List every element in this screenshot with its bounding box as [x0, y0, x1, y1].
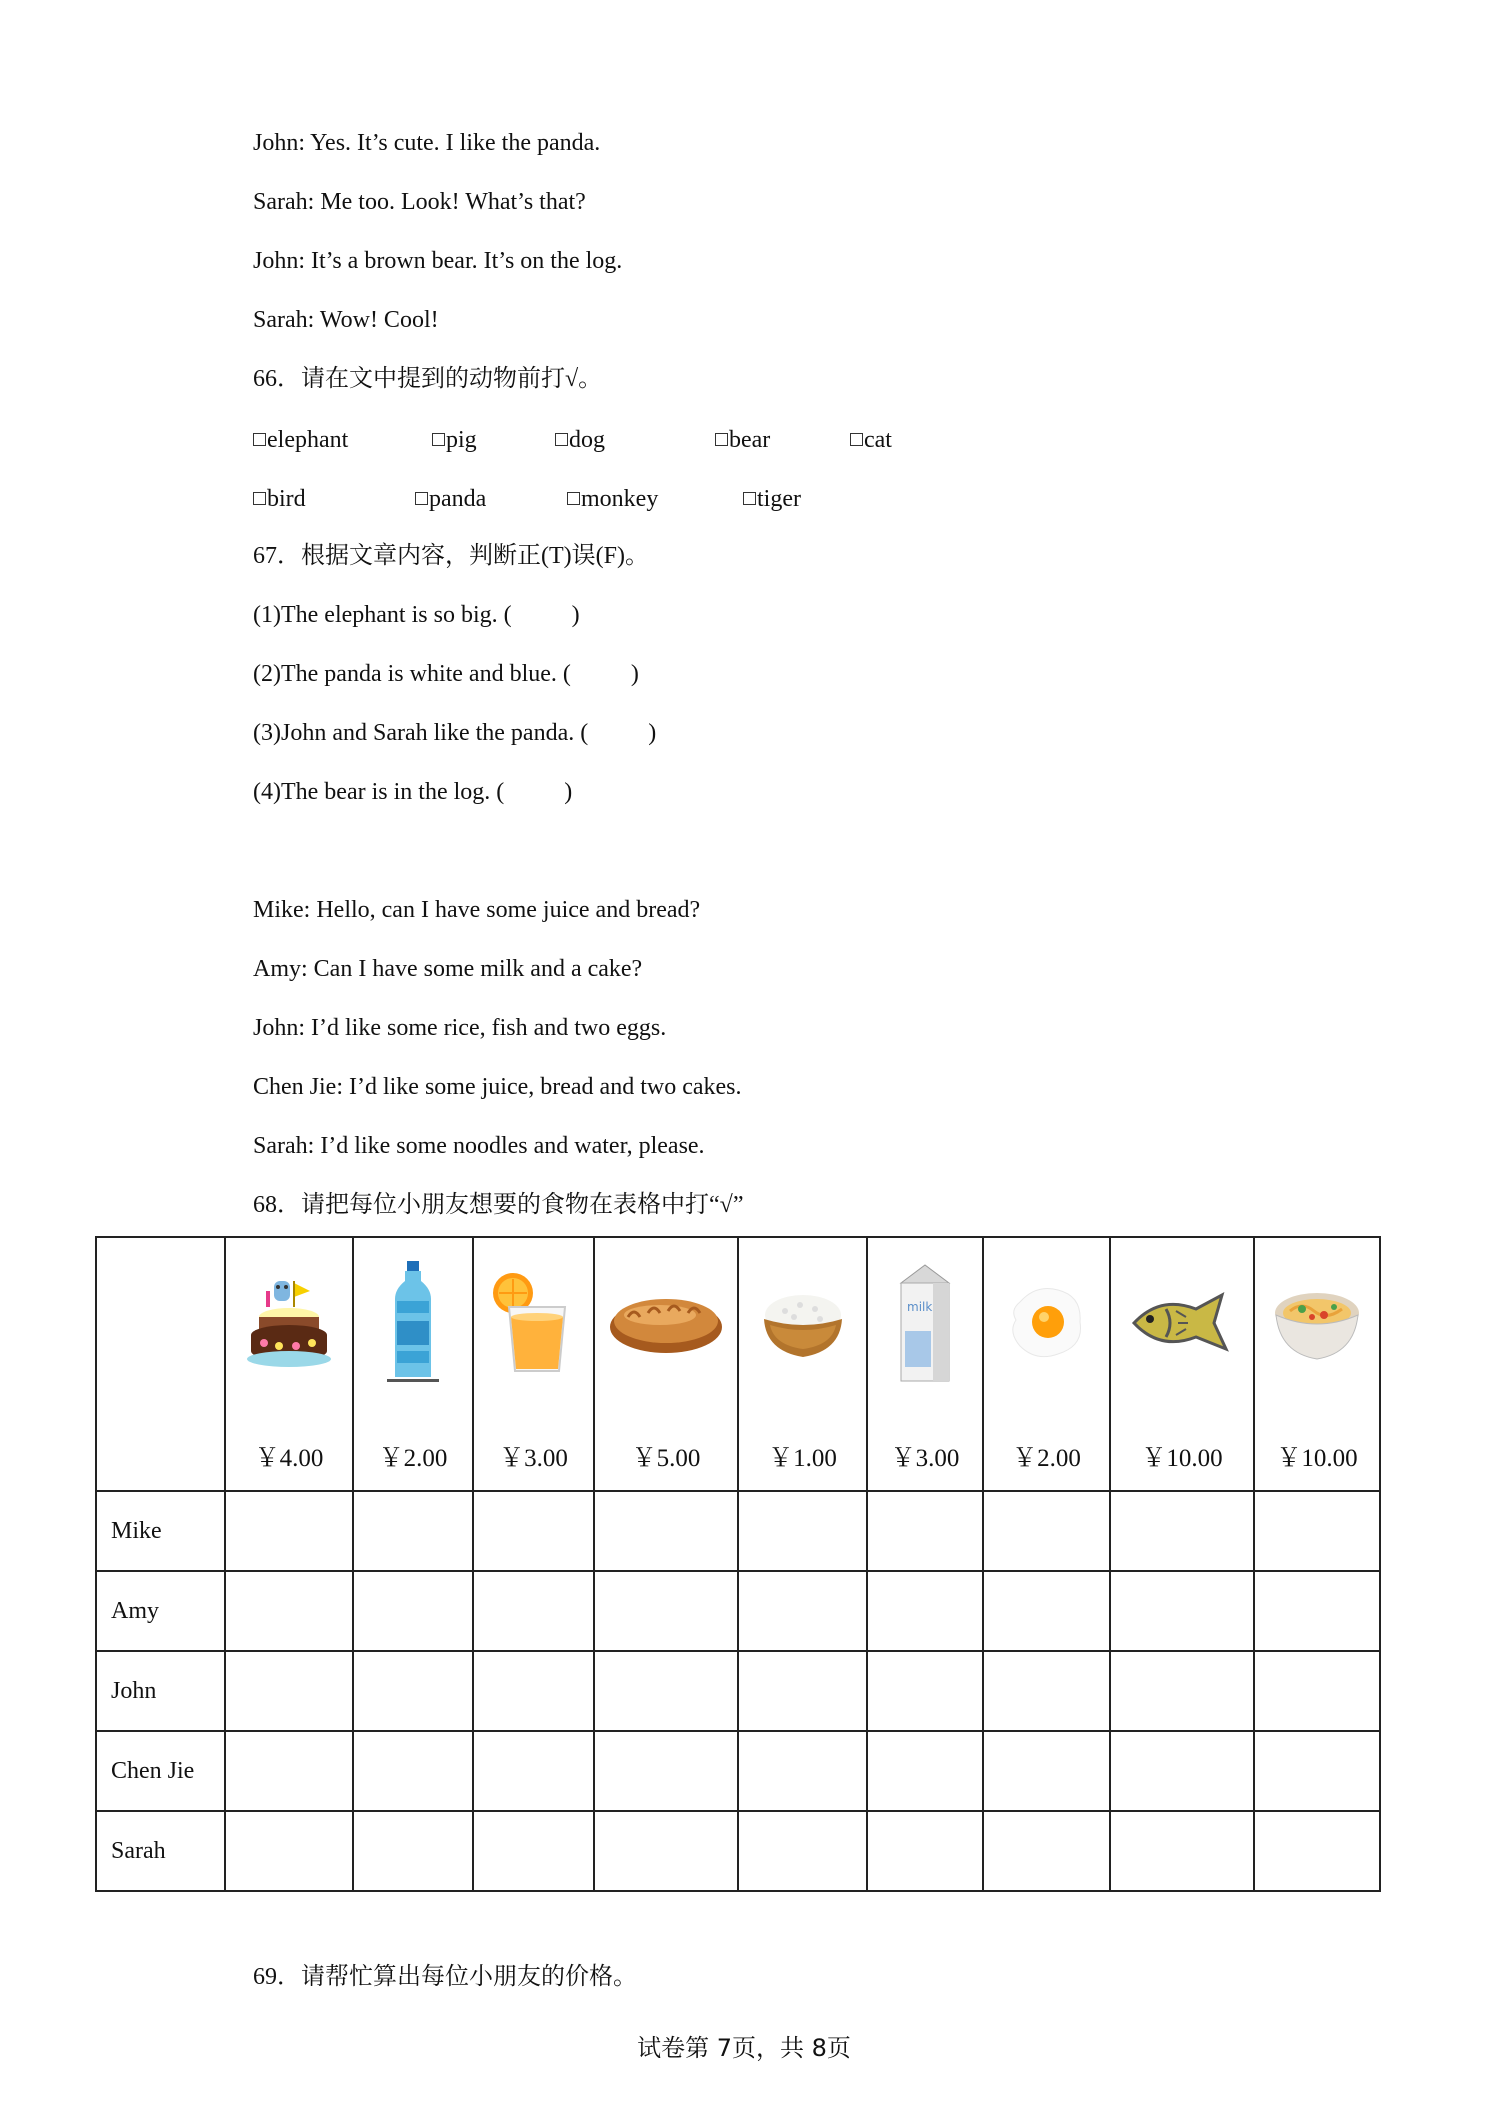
page-footer: 试卷第 7页，共 8页 [637, 2034, 851, 2062]
answer-cell[interactable] [594, 1571, 738, 1651]
row-name: Amy [96, 1571, 225, 1651]
price-label: ￥3.00 [499, 1445, 568, 1472]
svg-text:milk: milk [907, 1300, 933, 1314]
checkbox-icon[interactable] [715, 433, 728, 446]
price-label: ￥2.00 [378, 1445, 448, 1472]
answer-cell[interactable] [594, 1491, 738, 1571]
answer-cell[interactable] [983, 1491, 1110, 1571]
true-false-item[interactable]: (2)The panda is white and blue. ( ) [253, 661, 639, 687]
answer-cell[interactable] [1254, 1731, 1380, 1811]
answer-cell[interactable] [738, 1571, 867, 1651]
answer-cell[interactable] [353, 1651, 473, 1731]
dialogue-line: John: I’d like some rice, fish and two eggs. [253, 1015, 667, 1041]
answer-cell[interactable] [353, 1491, 473, 1571]
answer-cell[interactable] [1254, 1491, 1380, 1571]
checkbox-option[interactable]: pig [432, 425, 477, 455]
true-false-item[interactable]: (4)The bear is in the log. ( ) [253, 779, 573, 805]
price-label: ￥1.00 [768, 1445, 837, 1472]
answer-cell[interactable] [867, 1811, 983, 1891]
answer-cell[interactable] [225, 1651, 353, 1731]
answer-cell[interactable] [594, 1731, 738, 1811]
answer-cell[interactable] [983, 1651, 1110, 1731]
row-name: Chen Jie [96, 1731, 225, 1811]
fried-egg-icon [1006, 1282, 1088, 1364]
checkbox-icon[interactable] [415, 492, 428, 505]
food-header-juice [473, 1237, 594, 1491]
checkbox-icon[interactable] [253, 433, 266, 446]
food-header-noodles [1254, 1237, 1380, 1491]
checkbox-option[interactable]: bear [715, 425, 770, 455]
checkbox-option[interactable]: dog [555, 425, 605, 455]
answer-cell[interactable] [738, 1811, 867, 1891]
dialogue-line: Chen Jie: I’d like some juice, bread and two cakes. [253, 1074, 742, 1100]
price-label: ￥10.00 [1276, 1445, 1358, 1472]
price-label: ￥10.00 [1141, 1445, 1223, 1472]
dialogue-line: Mike: Hello, can I have some juice and bread? [253, 897, 701, 923]
fish-icon [1130, 1291, 1234, 1355]
answer-cell[interactable] [225, 1811, 353, 1891]
answer-cell[interactable] [225, 1571, 353, 1651]
checkbox-icon[interactable] [253, 492, 266, 505]
food-header-cake [225, 1237, 353, 1491]
checkbox-option[interactable]: tiger [743, 484, 801, 514]
answer-cell[interactable] [867, 1731, 983, 1811]
answer-cell[interactable] [473, 1811, 594, 1891]
answer-cell[interactable] [738, 1651, 867, 1731]
dialogue-line: Sarah: Me too. Look! What’s that? [253, 189, 586, 215]
question-67-prompt: 67．根据文章内容，判断正(T)误(F)。 [253, 543, 649, 569]
food-header-fish [1110, 1237, 1254, 1491]
answer-cell[interactable] [594, 1651, 738, 1731]
checkbox-icon[interactable] [850, 433, 863, 446]
answer-cell[interactable] [738, 1491, 867, 1571]
dialogue-line: Amy: Can I have some milk and a cake? [253, 956, 643, 982]
row-name: John [96, 1651, 225, 1731]
answer-cell[interactable] [867, 1491, 983, 1571]
dialogue-line: Sarah: Wow! Cool! [253, 307, 439, 333]
rice-bowl-icon [760, 1285, 846, 1361]
price-label: ￥4.00 [254, 1445, 324, 1472]
noodles-bowl-icon [1272, 1283, 1362, 1363]
dialogue-line: John: Yes. It’s cute. I like the panda. [253, 130, 601, 156]
answer-cell[interactable] [983, 1731, 1110, 1811]
answer-cell[interactable] [353, 1731, 473, 1811]
dialogue-line: Sarah: I’d like some noodles and water, please. [253, 1133, 705, 1159]
price-label: ￥5.00 [631, 1445, 701, 1472]
row-name: Mike [96, 1491, 225, 1571]
food-table [95, 1236, 1381, 1892]
bread-icon [608, 1287, 724, 1359]
row-name: Sarah [96, 1811, 225, 1891]
answer-cell[interactable] [353, 1811, 473, 1891]
checkbox-option[interactable]: elephant [253, 425, 348, 455]
answer-cell[interactable] [225, 1491, 353, 1571]
food-header-rice [738, 1237, 867, 1491]
true-false-item[interactable]: (1)The elephant is so big. ( ) [253, 602, 580, 628]
true-false-item[interactable]: (3)John and Sarah like the panda. ( ) [253, 720, 657, 746]
answer-cell[interactable] [738, 1731, 867, 1811]
orange-juice-icon [491, 1271, 577, 1375]
answer-cell[interactable] [1254, 1571, 1380, 1651]
checkbox-icon[interactable] [432, 433, 445, 446]
answer-cell[interactable] [1110, 1811, 1254, 1891]
dialogue-line: John: It’s a brown bear. It’s on the log. [253, 248, 623, 274]
checkbox-option[interactable]: monkey [567, 484, 658, 514]
answer-cell[interactable] [353, 1571, 473, 1651]
checkbox-icon[interactable] [743, 492, 756, 505]
answer-cell[interactable] [867, 1571, 983, 1651]
answer-cell[interactable] [473, 1571, 594, 1651]
answer-cell[interactable] [983, 1571, 1110, 1651]
answer-cell[interactable] [1110, 1491, 1254, 1571]
answer-cell[interactable] [983, 1811, 1110, 1891]
food-header-milk [867, 1237, 983, 1491]
milk-carton-icon [893, 1261, 957, 1385]
question-66-prompt: 66．请在文中提到的动物前打√。 [253, 366, 603, 392]
checkbox-option[interactable]: cat [850, 425, 892, 455]
checkbox-icon[interactable] [567, 492, 580, 505]
checkbox-option[interactable]: panda [415, 484, 486, 514]
answer-cell[interactable] [594, 1811, 738, 1891]
question-68-prompt: 68．请把每位小朋友想要的食物在表格中打“√” [253, 1192, 744, 1218]
water-bottle-icon [383, 1259, 443, 1387]
answer-cell[interactable] [473, 1731, 594, 1811]
food-header-egg [983, 1237, 1110, 1491]
answer-cell[interactable] [1110, 1731, 1254, 1811]
price-label: ￥2.00 [1012, 1445, 1081, 1472]
answer-cell[interactable] [1254, 1651, 1380, 1731]
answer-cell[interactable] [1254, 1811, 1380, 1891]
answer-cell[interactable] [473, 1491, 594, 1571]
price-label: ￥3.00 [890, 1445, 960, 1472]
answer-cell[interactable] [225, 1731, 353, 1811]
food-header-water [353, 1237, 473, 1491]
food-header-bread [594, 1237, 738, 1491]
answer-cell[interactable] [473, 1651, 594, 1731]
answer-cell[interactable] [1110, 1571, 1254, 1651]
checkbox-icon[interactable] [555, 433, 568, 446]
question-69-prompt: 69．请帮忙算出每位小朋友的价格。 [253, 1964, 637, 1990]
checkbox-option[interactable]: bird [253, 484, 306, 514]
corner-cell [96, 1237, 225, 1491]
answer-cell[interactable] [867, 1651, 983, 1731]
cake-icon [244, 1273, 334, 1373]
answer-cell[interactable] [1110, 1651, 1254, 1731]
